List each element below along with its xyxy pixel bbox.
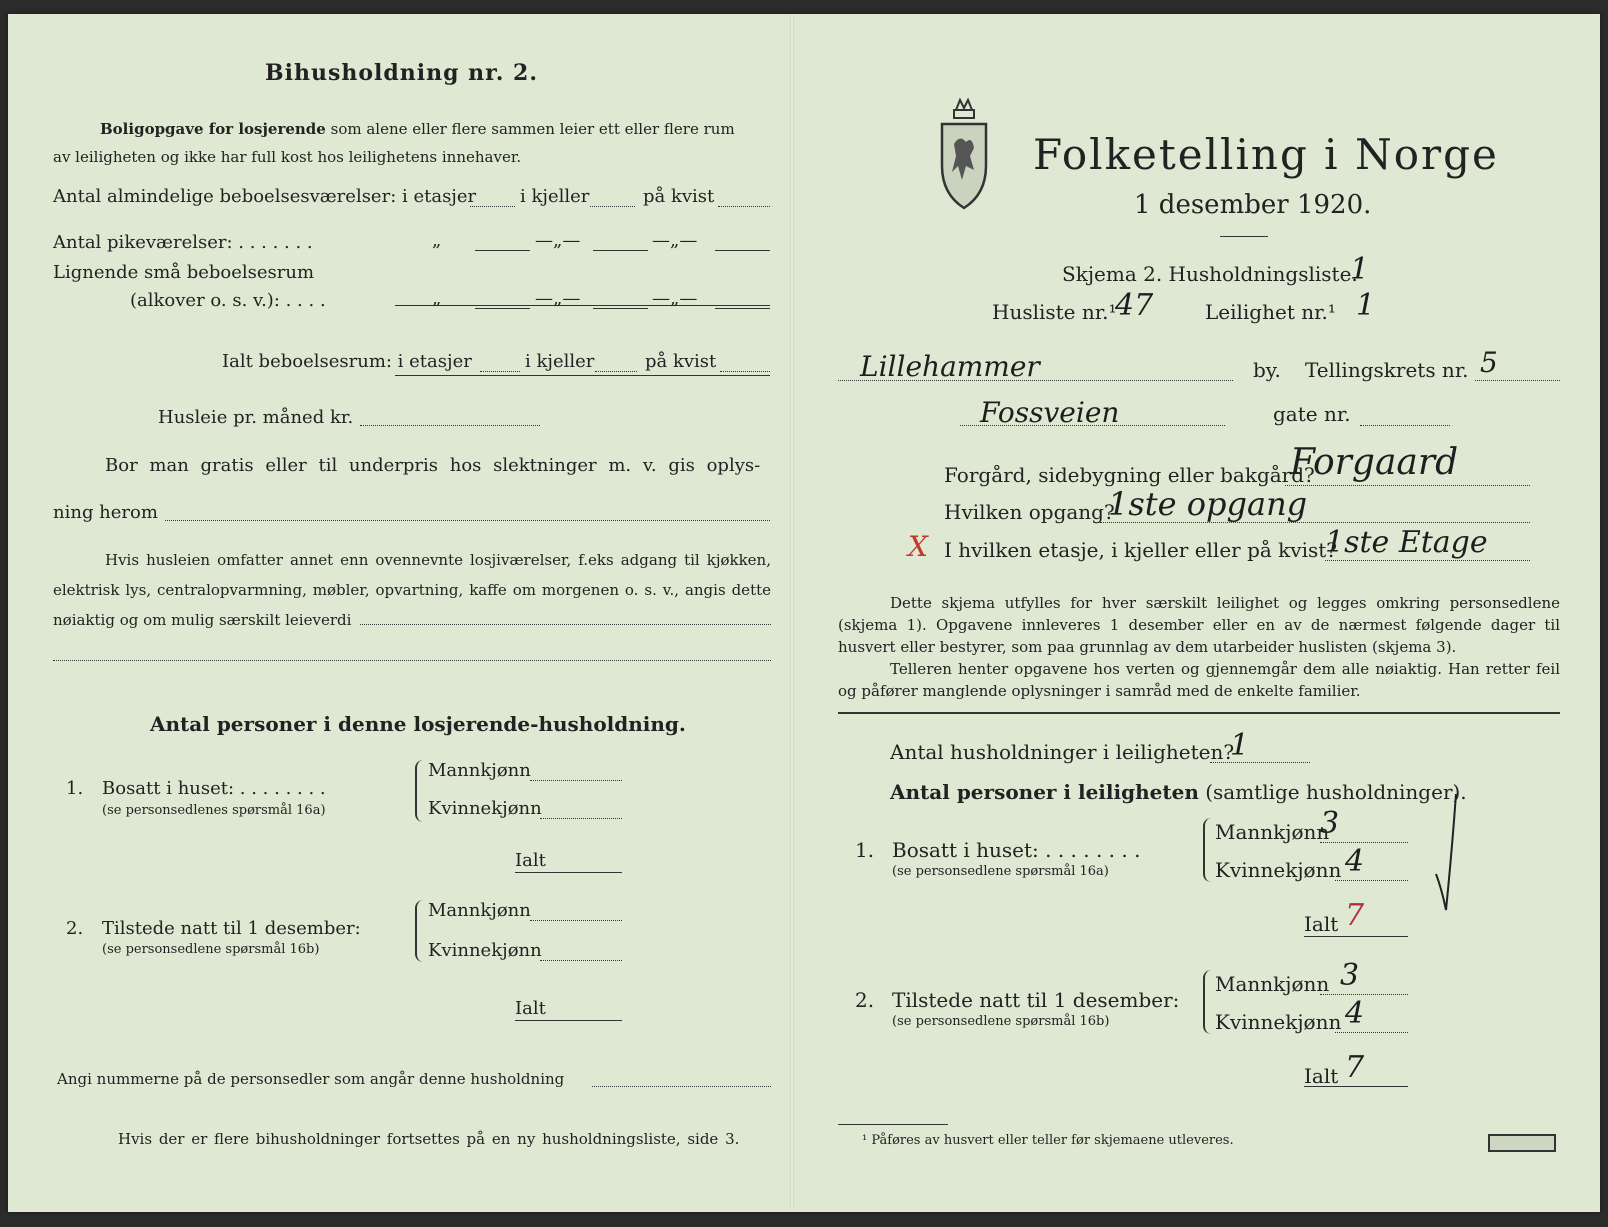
left-intro-line2: av leiligheten og ikke har full kost hos leilighetens innehaver.: [53, 148, 522, 166]
right-q2-ialt: Ialt: [1304, 1064, 1339, 1088]
opgang-value: 1ste opgang: [1108, 485, 1308, 523]
krets-line: [1475, 380, 1560, 381]
gate-label: gate nr.: [1273, 402, 1351, 426]
alkover-line-2: [593, 308, 648, 309]
right-q2-kvinne-value: 4: [1345, 996, 1365, 1031]
left-q1-brace: [415, 760, 425, 822]
husliste-label: Husliste nr.¹: [992, 300, 1117, 324]
forgaard-line: [1285, 485, 1530, 486]
right-q1-ialt-line: [1304, 936, 1408, 937]
leilighet-label: Leilighet nr.¹: [1205, 300, 1336, 324]
left-q2-ialt: Ialt: [515, 998, 546, 1019]
alkover-dash-1: —„—: [535, 288, 581, 309]
left-q2-ialt-line: [515, 1020, 622, 1021]
by-line: [838, 380, 1233, 381]
check-mark-icon: [1432, 790, 1462, 920]
red-cross-mark: X: [908, 530, 928, 563]
ialt-kjeller-line: [595, 371, 637, 372]
right-q2-sub: (se personsedlene spørsmål 16b): [892, 1014, 1110, 1029]
households-line: [1210, 762, 1310, 763]
ialt-kvist-label: på kvist: [645, 351, 717, 372]
right-q1-brace: [1203, 818, 1213, 882]
footnote-rule: [838, 1124, 948, 1125]
right-q1-mann-value: 3: [1320, 806, 1340, 841]
left-q2-label: Tilstede natt til 1 desember:: [102, 918, 361, 939]
right-q1-kvinne-line: [1335, 880, 1408, 881]
pike-label: Antal pikeværelser: . . . . . . .: [53, 232, 313, 253]
right-q2-label: Tilstede natt til 1 desember:: [892, 988, 1180, 1012]
right-q1-kvinne: Kvinnekjønn: [1215, 858, 1342, 882]
left-title: Bihusholdning nr. 2.: [265, 60, 538, 86]
pike-dash-2: —„—: [652, 230, 698, 251]
pike-line-1: [475, 250, 530, 251]
instructions-rule: [838, 712, 1560, 714]
forgaard-label: Forgård, sidebygning eller bakgård?: [944, 463, 1315, 487]
left-q1-mann: Mannkjønn: [428, 760, 531, 781]
right-q2-ialt-value: 7: [1345, 1050, 1365, 1085]
persons-heading-bold: Antal personer i leiligheten: [890, 780, 1199, 804]
printer-stamp: [1488, 1134, 1556, 1152]
ialt-etasjer-line: [480, 371, 520, 372]
right-q2-kvinne-line: [1335, 1032, 1408, 1033]
left-footer: Hvis der er flere bihusholdninger fortsettes på en ny husholdningsliste, side 3.: [118, 1130, 740, 1148]
rent-line: [360, 425, 540, 426]
herom-line: [165, 520, 770, 521]
right-q2-mann-value: 3: [1340, 958, 1360, 993]
left-persons-heading: Antal personer i denne losjerende-husholdning.: [150, 712, 686, 736]
alkover-quote: „: [432, 288, 442, 309]
left-q1-ialt-line: [515, 872, 622, 873]
krets-value: 5: [1480, 346, 1498, 379]
left-q2-num: 2.: [66, 918, 84, 939]
left-q2-kvinne: Kvinnekjønn: [428, 940, 542, 961]
footnote: ¹ Påføres av husvert eller teller før skjemaene utleveres.: [862, 1133, 1234, 1148]
persons-heading-rest: (samtlige husholdninger).: [1205, 780, 1467, 804]
herom-text: ning herom: [53, 502, 158, 523]
alkover-line-3: [715, 308, 770, 309]
by-label: by.: [1253, 358, 1281, 382]
hvis-line: [360, 624, 771, 625]
left-q1-mann-line: [530, 780, 622, 781]
left-q1-sub: (se personsedlenes spørsmål 16a): [102, 803, 326, 818]
ialt-kvist-line: [720, 371, 770, 372]
left-q1-ialt: Ialt: [515, 850, 546, 871]
rooms-label: Antal almindelige beboelsesværelser: i etasjer: [53, 186, 477, 207]
left-q2-mann: Mannkjønn: [428, 900, 531, 921]
ialt-kjeller-label: i kjeller: [525, 351, 595, 372]
rooms-kvist-line: [718, 206, 770, 207]
ialt-rooms-label: Ialt beboelsesrum: i etasjer: [222, 351, 472, 372]
ialt-rule: [395, 375, 770, 376]
title-rule: [1220, 236, 1268, 237]
alkover-label: (alkover o. s. v.): . . . .: [130, 290, 326, 311]
right-q1-label: Bosatt i huset: . . . . . . . .: [892, 838, 1141, 862]
rooms-kjeller-label: i kjeller: [520, 186, 590, 207]
instructions-1: Dette skjema utfylles for hver særskilt leilighet og legges omkring personsedlene (skjema 1). Opgavene innleveres 1 desember eller en av de nærmest følgende dager til husvert eller bestyrer, som paa grunnlag av dem utarbeider huslisten (skjema 3).: [838, 594, 1560, 656]
alkover-sum-rule: [395, 305, 770, 306]
pike-line-3: [715, 250, 770, 251]
gate-nr-line: [1360, 425, 1450, 426]
right-q2-mann: Mannkjønn: [1215, 972, 1330, 996]
etasje-line: [1325, 560, 1530, 561]
gate-value: Fossveien: [980, 396, 1120, 429]
husliste-value: 47: [1115, 288, 1154, 323]
rooms-kvist-label: på kvist: [643, 186, 715, 207]
coat-of-arms-icon: [936, 96, 992, 214]
left-q2-sub: (se personsedlene spørsmål 16b): [102, 942, 320, 957]
right-title: Folketelling i Norge: [1033, 130, 1499, 179]
right-q1-ialt-value: 7: [1345, 898, 1365, 933]
right-q2-num: 2.: [855, 988, 875, 1012]
alkover-line-1: [475, 308, 530, 309]
hvis-line-2: [53, 660, 771, 661]
right-q2-brace: [1203, 970, 1213, 1034]
angi-line: [592, 1086, 771, 1087]
left-intro-line1: [100, 120, 735, 138]
right-q2-mann-line: [1320, 994, 1408, 995]
alkover-dash-2: —„—: [652, 288, 698, 309]
pike-quote: „: [432, 230, 442, 251]
right-q1-mann: Mannkjønn: [1215, 820, 1330, 844]
left-q2-kvinne-line: [540, 960, 622, 961]
rooms-kjeller-line: [590, 206, 635, 207]
krets-label: Tellingskrets nr.: [1305, 358, 1469, 382]
skjema-label: Skjema 2. Husholdningsliste.: [1062, 262, 1358, 286]
right-q1-sub: (se personsedlene spørsmål 16a): [892, 864, 1109, 879]
rent-label: Husleie pr. måned kr.: [158, 407, 354, 428]
angi-text: Angi nummerne på de personsedler som angår denne husholdning: [57, 1070, 565, 1088]
right-date: 1 desember 1920.: [1134, 190, 1372, 220]
by-value: Lillehammer: [860, 350, 1040, 383]
intro-bold: Boligopgave for losjerende: [100, 120, 326, 138]
instructions-2: Telleren henter opgavene hos verten og gjennemgår dem alle nøiaktig. Han retter feil og påfører manglende oplysninger i samråd med de enkelte familier.: [838, 660, 1560, 700]
forgaard-value: Forgaard: [1290, 442, 1459, 483]
left-q1-kvinne-line: [540, 818, 622, 819]
left-q1-num: 1.: [66, 778, 84, 799]
pike-dash-1: —„—: [535, 230, 581, 251]
left-q2-brace: [415, 900, 425, 962]
leilighet-value: 1: [1356, 288, 1376, 323]
skjema-value: 1: [1350, 252, 1370, 287]
right-q1-ialt: Ialt: [1304, 912, 1339, 936]
etasje-value: 1ste Etage: [1325, 525, 1488, 560]
pike-line-2: [593, 250, 648, 251]
left-q1-kvinne: Kvinnekjønn: [428, 798, 542, 819]
opgang-label: Hvilken opgang?: [944, 500, 1115, 524]
small-rooms-label: Lignende små beboelsesrum: [53, 262, 315, 283]
right-q2-ialt-line: [1304, 1086, 1408, 1087]
hvis-text: Hvis husleien omfatter annet enn ovennevnte losjiværelser, f.eks adgang til kjøkken, elektrisk lys, centralopvarmning, møbler, opvartning, kaffe om morgenen o. s. v., angis dette nøiaktig og om mulig særskilt leieverdi: [53, 551, 771, 629]
households-label: Antal husholdninger i leiligheten?: [890, 740, 1235, 764]
gratis-text: Bor man gratis eller til underpris hos slektninger m. v. gis oplys-: [105, 455, 761, 476]
right-persons-heading: [890, 780, 1467, 804]
intro-rest: som alene eller flere sammen leier ett eller flere rum: [330, 120, 735, 138]
right-q1-mann-line: [1320, 842, 1408, 843]
left-q1-label: Bosatt i huset: . . . . . . . .: [102, 778, 326, 799]
households-value: 1: [1230, 728, 1250, 763]
right-q1-num: 1.: [855, 838, 875, 862]
page-fold: [790, 14, 794, 1212]
gate-line: [960, 425, 1225, 426]
rooms-etasjer-line: [470, 206, 515, 207]
left-q2-mann-line: [530, 920, 622, 921]
opgang-line: [1100, 522, 1530, 523]
right-q2-kvinne: Kvinnekjønn: [1215, 1010, 1342, 1034]
right-q1-kvinne-value: 4: [1345, 844, 1365, 879]
etasje-label: I hvilken etasje, i kjeller eller på kvist?: [944, 538, 1337, 562]
